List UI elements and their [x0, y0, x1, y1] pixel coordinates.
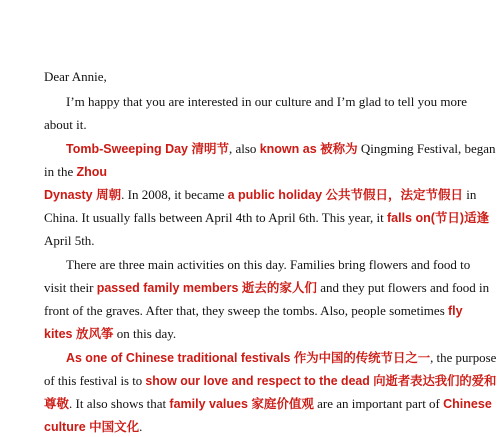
highlight-dynasty: Dynasty 周朝 — [44, 188, 122, 202]
highlight-falls-on: falls on(节日)适逢 — [386, 211, 490, 225]
highlight-known-as: known as 被称为 — [259, 142, 358, 156]
p3-text-4a: on this day. — [113, 326, 177, 341]
highlight-love-and-respect: show our love and respect to the dead 向逝者表达我们的爱和 — [145, 374, 497, 388]
p2-line-3 — [44, 186, 476, 204]
highlight-chinese: Chinese — [443, 397, 492, 411]
p3-text-2b: and they put flowers and food in — [316, 280, 490, 295]
p2-text-3a: . In 2008, it became — [121, 187, 228, 202]
p4-text-3a: . It also shows that — [69, 396, 170, 411]
p3-line-1 — [66, 256, 470, 274]
p2-line-4 — [44, 209, 489, 227]
p4-text-3b: are an important part of — [313, 396, 444, 411]
p4-line-3 — [44, 395, 492, 413]
p2-text-1a: , also — [228, 141, 260, 156]
p2-text-1b: Qingming Festival, began — [357, 141, 496, 156]
p4-text-2a: of this festival is to — [44, 373, 146, 388]
highlight-culture: culture 中国文化 — [44, 420, 140, 434]
salutation — [44, 68, 107, 86]
p1-line-2 — [44, 116, 87, 134]
p3-text-1: There are three main activities on this day. Families bring flowers and food to — [66, 257, 471, 272]
highlight-fly: fly — [448, 304, 463, 318]
highlight-traditional-festivals: As one of Chinese traditional festivals 作为中国的传统节日之一 — [66, 351, 431, 365]
highlight-zhou: Zhou — [76, 165, 108, 179]
p2-text-5a: April 5th. — [44, 233, 95, 248]
p4-text-1a: , the purpose — [430, 350, 497, 365]
p2-line-5 — [44, 232, 95, 250]
salutation-text: Dear Annie, — [44, 69, 107, 84]
p4-line-2 — [44, 372, 496, 390]
p4-text-4a: . — [139, 419, 143, 434]
p1-text-1: I’m happy that you are interested in our culture and I’m glad to tell you more — [66, 94, 468, 109]
p4-line-4 — [44, 418, 142, 436]
p2-line-1 — [66, 140, 496, 158]
p2-text-3b: in — [463, 187, 477, 202]
highlight-kites: kites 放风筝 — [44, 327, 114, 341]
p3-text-3a: front of the graves. After that, they sweep the tombs. Also, people sometimes — [44, 303, 448, 318]
highlight-public-holiday: a public holiday 公共节假日，法定节假日 — [227, 188, 464, 202]
p2-text-2a: in the — [44, 164, 77, 179]
p3-line-3 — [44, 302, 463, 320]
p4-line-1 — [66, 349, 496, 367]
p2-line-2 — [44, 163, 107, 181]
highlight-family-values: family values 家庭价值观 — [169, 397, 314, 411]
p3-text-2a: visit their — [44, 280, 97, 295]
p3-line-2 — [44, 279, 489, 297]
p2-text-4a: China. It usually falls between April 4th to April 6th. This year, it — [44, 210, 387, 225]
p1-text-2: about it. — [44, 117, 87, 132]
highlight-tomb-sweeping-day: Tomb-Sweeping Day 清明节 — [66, 142, 229, 156]
highlight-passed-family-members: passed family members 逝去的家人们 — [96, 281, 317, 295]
p1-line-1 — [66, 93, 467, 111]
p3-line-4 — [44, 325, 176, 343]
highlight-respect-cn: 尊敬 — [44, 397, 70, 411]
